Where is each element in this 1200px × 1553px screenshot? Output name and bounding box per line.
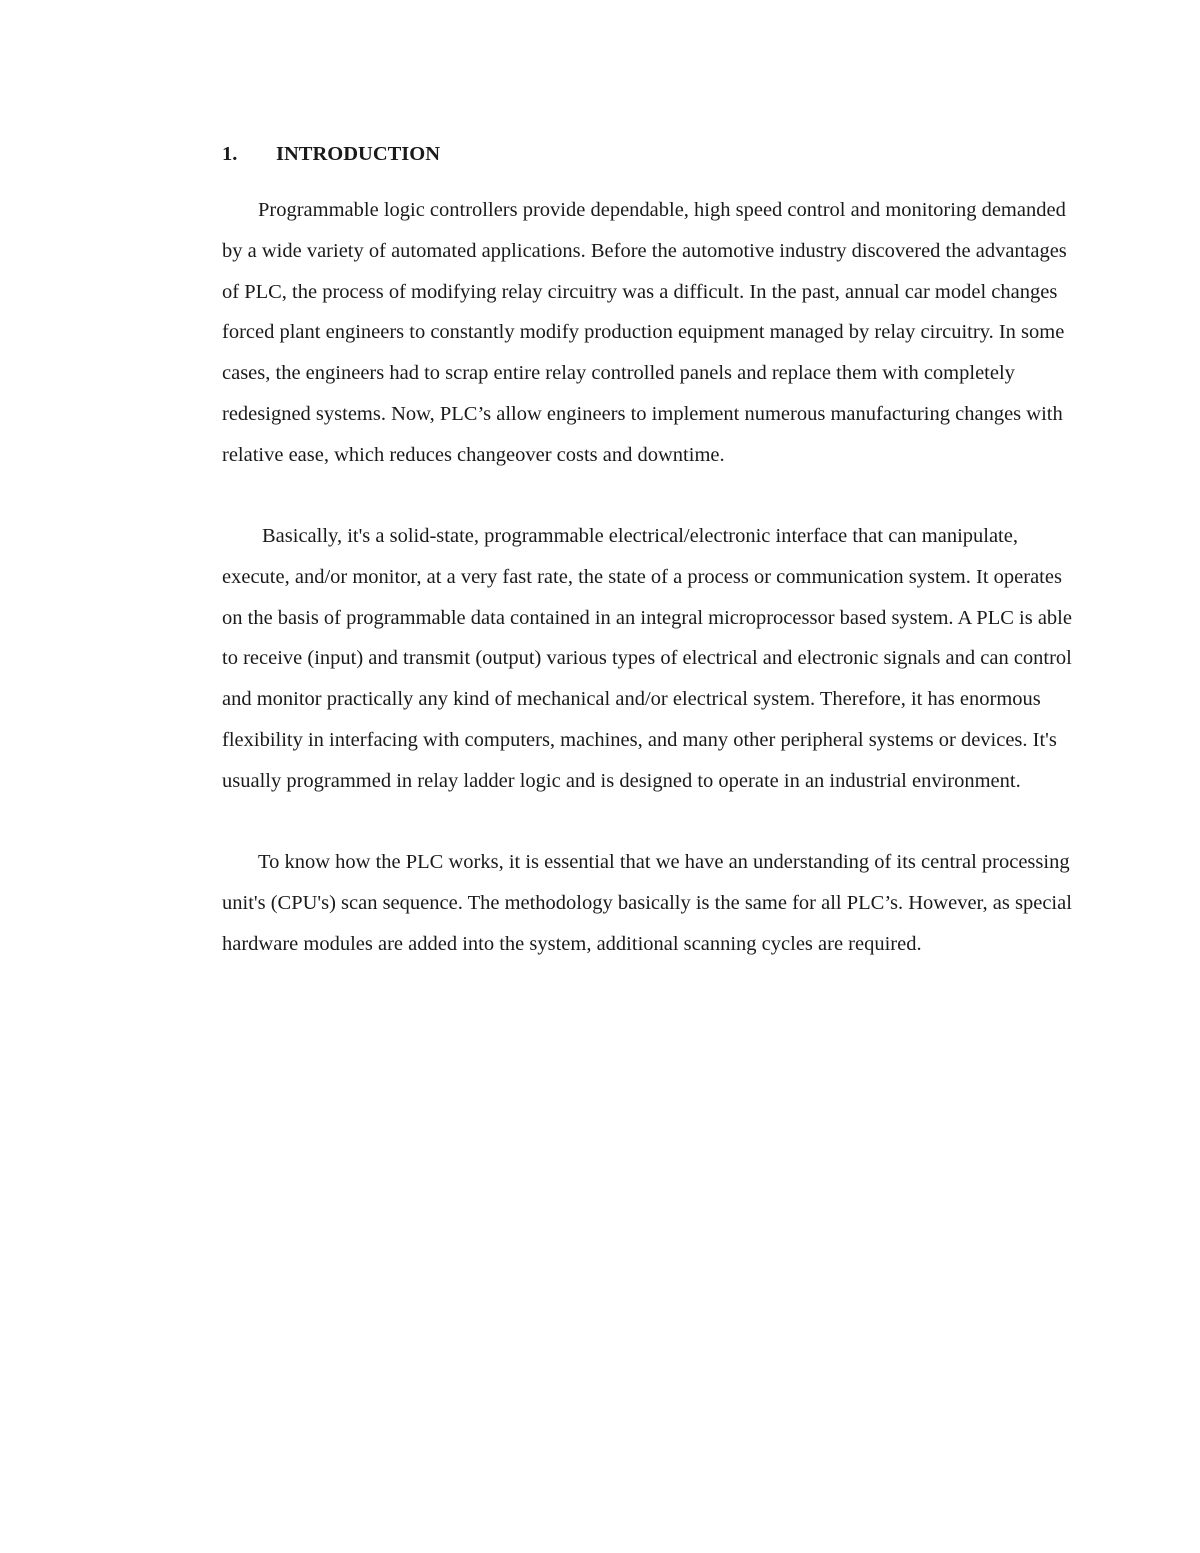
document-body [222, 138, 1072, 964]
paragraph-plc-scan-sequence: To know how the PLC works, it is essential that we have an understanding of its central processing unit's (CPU's) scan sequence. The methodology basically is the same for all PLC’s. However, as special hardware modules are added into the system, additional scanning cycles are required. [222, 851, 1072, 955]
section-number: 1. [222, 143, 238, 165]
section-heading [222, 138, 1072, 170]
section-title: INTRODUCTION [276, 143, 441, 165]
paragraph-plc-definition: Basically, it's a solid-state, programmable electrical/electronic interface that can manipulate, execute, and/or monitor, at a very fast rate, the state of a process or communication system. It operates on the basis of programmable data contained in an integral microprocessor based system. A PLC is able to receive (input) and transmit (output) various types of electrical and electronic signals and can control and monitor practically any kind of mechanical and/or electrical system. Therefore, it has enormous flexibility in interfacing with computers, machines, and many other peripheral systems or devices. It's usually programmed in relay ladder logic and is designed to operate in an industrial environment. [222, 525, 1072, 792]
paragraph-plc-overview: Programmable logic controllers provide dependable, high speed control and monitoring demanded by a wide variety of automated applications. Before the automotive industry discovered the advantages of PLC, the process of modifying relay circuitry was a difficult. In the past, annual car model changes forced plant engineers to constantly modify production equipment managed by relay circuitry. In some cases, the engineers had to scrap entire relay controlled panels and replace them with completely redesigned systems. Now, PLC’s allow engineers to implement numerous manufacturing changes with relative ease, which reduces changeover costs and downtime. [222, 199, 1067, 466]
